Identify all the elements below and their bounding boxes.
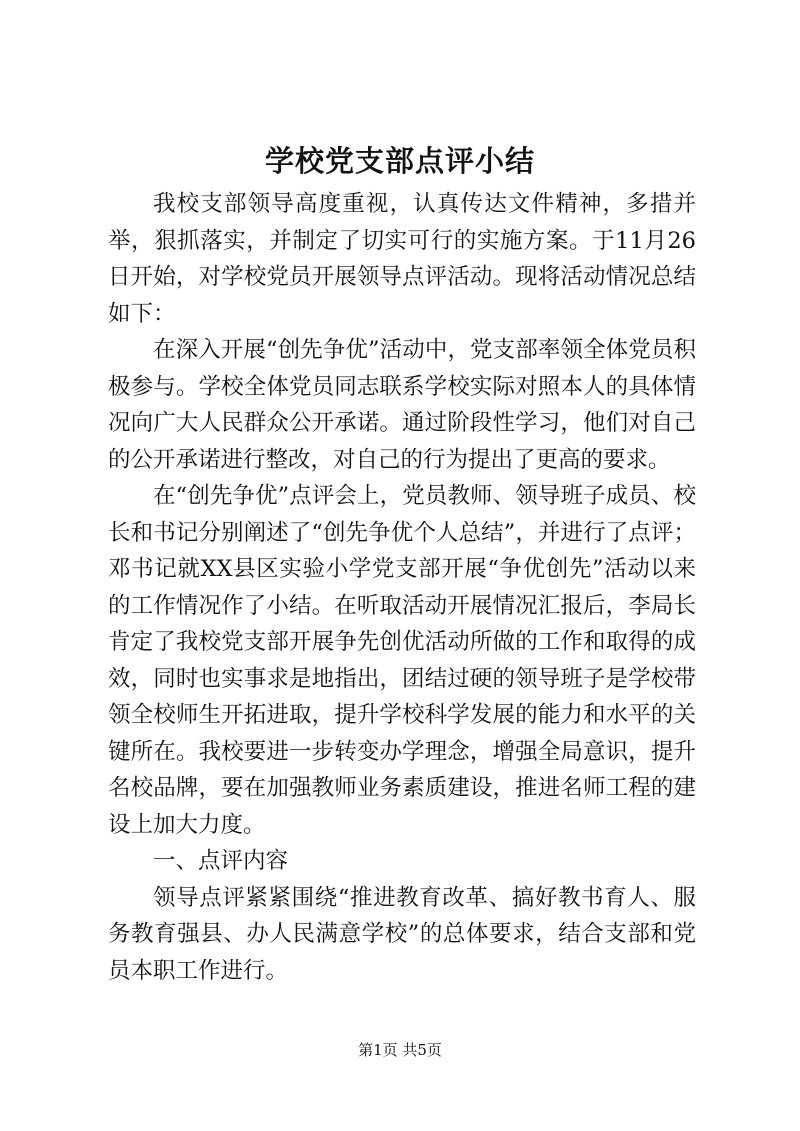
paragraph: 在“创先争优”点评会上，党员教师、领导班子成员、校长和书记分别阐述了“创先争优个人总结”，并进行了点评；邓书记就XX县区实验小学党支部开展“争优创先”活动以来的工作情况作了小结。在听取活动开展情况汇报后，李局长肯定了我校党支部开展争先创优活动所做的工作和取得的成效，同时也实事求是地指出，团结过硬的领导班子是学校带领全校师生开拓进取，提升学校科学发展的能力和水平的关键所在。我校要进一步转变办学理念，增强全局意识，提升名校品牌，要在加强教师业务素质建设，推进名师工程的建设上加大力度。 — [108, 483, 696, 838]
paragraph: 我校支部领导高度重视，认真传达文件精神，多措并举，狠抓落实，并制定了切实可行的实施方案。于11月26日开始，对学校党员开展领导点评活动。现将活动情况总结如下： — [108, 191, 696, 327]
document-title: 学校党支部点评小结 — [264, 144, 535, 178]
paragraph: 在深入开展“创先争优”活动中，党支部率领全体党员积极参与。学校全体党员同志联系学校实际对照本人的具体情况向广大人民群众公开承诺。通过阶段性学习，他们对自己的公开承诺进行整改，对自己的行为提出了更高的要求。 — [108, 337, 696, 473]
document-body — [108, 186, 696, 989]
paragraph: 领导点评紧紧围绕“推进教育改革、搞好教书育人、服务教育强县、办人民满意学校”的总体要求，结合支部和党员本职工作进行。 — [108, 884, 696, 984]
page-footer: 第1页 共5页 — [358, 1041, 442, 1059]
section-heading: 一、点评内容 — [153, 848, 289, 874]
